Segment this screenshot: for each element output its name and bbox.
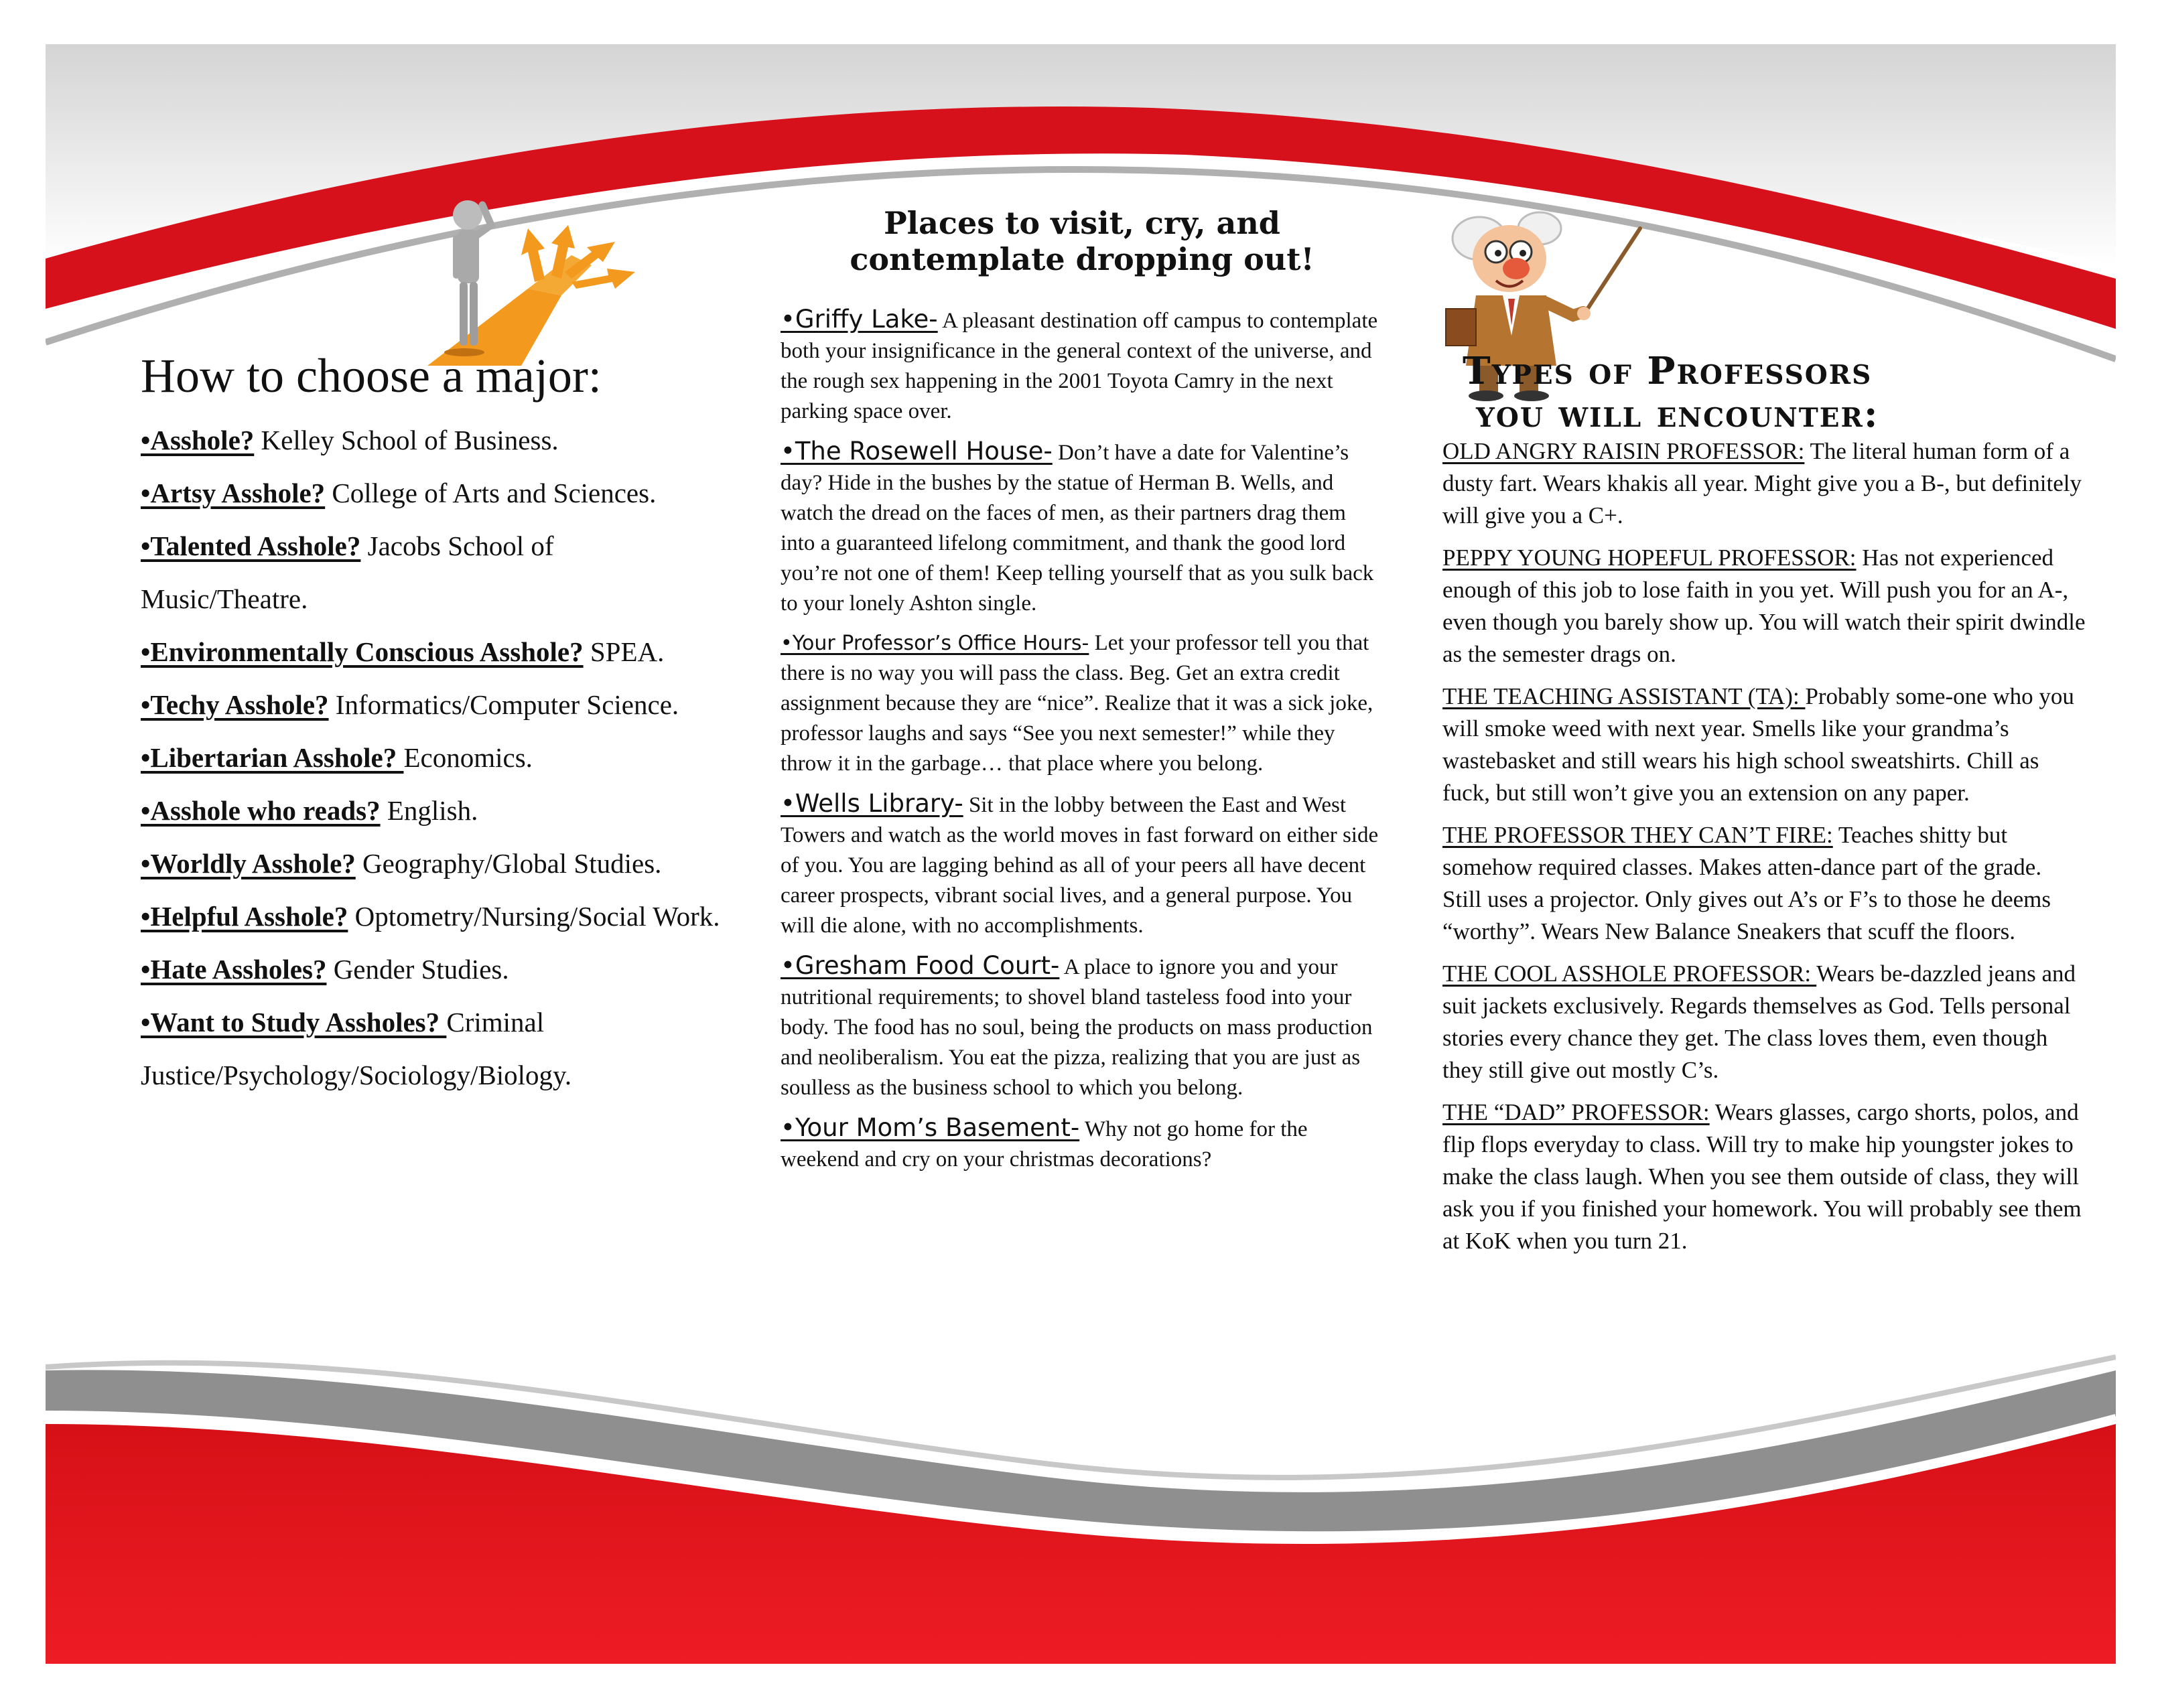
place-item-label: •Wells Library-: [781, 789, 963, 818]
professors-heading-line1: Types of Professors: [1463, 349, 1873, 393]
professor-item-label: PEPPY YOUNG HOPEFUL PROFESSOR:: [1442, 545, 1857, 571]
places-list: [781, 304, 1384, 1175]
major-item-text: English.: [380, 795, 478, 826]
professors-heading-line2: you will encounter:: [1476, 392, 1879, 436]
professor-item: [1442, 819, 2086, 948]
place-item-label: •Your Mom’s Basement-: [781, 1113, 1080, 1142]
majors-column: [141, 346, 724, 1102]
professor-item-text: Teaches shitty but somehow required classes. Makes atten-dance part of the grade. Still uses a projector. Only gives out A’s or F’s to those he deems “worthy”. Wears New Balance Sneakers that scuff the floors.: [1442, 822, 2051, 944]
major-item: [141, 626, 724, 679]
major-item: [141, 943, 724, 996]
places-column: [781, 205, 1384, 1184]
major-item-text: Optometry/Nursing/Social Work.: [348, 901, 720, 932]
majors-list: [141, 414, 724, 1102]
major-item: [141, 731, 724, 784]
place-item: [781, 304, 1384, 427]
places-heading-line2: contemplate dropping out!: [850, 241, 1314, 277]
professor-item: [1442, 1096, 2086, 1257]
major-item-text: Criminal Justice/Psychology/Sociology/Biology.: [141, 1007, 572, 1090]
place-item-text: Sit in the lobby between the East and West Towers and watch as the world moves in fast forward on either side of you. You are lagging behind as all of your peers all have decent career prospects, vibrant social lives, and a general purpose. You will die alone, with no accomplishments.: [781, 793, 1379, 938]
professor-item: [1442, 435, 2086, 532]
major-item-text: Economics.: [403, 742, 533, 773]
professor-item-label: THE COOL ASSHOLE PROFESSOR:: [1442, 960, 1817, 987]
professor-item-text: Wears be-dazzled jeans and suit jackets exclusively. Regards themselves as God. Tells personal stories every chance they get. The class loves them, even though they still give out mostly C’s.: [1442, 960, 2076, 1083]
major-item: [141, 414, 724, 467]
major-item-label: •Techy Asshole?: [141, 689, 329, 720]
major-item: [141, 467, 724, 520]
professor-item: [1442, 681, 2086, 809]
professors-heading: [1463, 350, 2086, 435]
major-item-text: Kelley School of Business.: [254, 425, 559, 455]
professor-item-text: The literal human form of a dusty fart. Wears khakis all year. Might give you a B-, but definitely will give you a C+.: [1442, 438, 2082, 528]
professor-item: [1442, 958, 2086, 1086]
place-item-text: A place to ignore you and your nutritional requirements; to shovel bland tasteless food into your body. The food has no soul, being the products on mass production and neoliberalism. You eat the pizza, realizing that you are just as soulless as the business school to which you belong.: [781, 955, 1373, 1100]
majors-heading: How to choose a major:: [141, 349, 602, 403]
place-item-text: Don’t have a date for Valentine’s day? Hide in the bushes by the statue of Herman B. Wells, and watch the dread on the faces of men, as their partners drag them into a guaranteed lifelong commitment, and thank the good lord you’re not one of them! Keep telling yourself that as you sulk back to your lonely Ashton single.: [781, 441, 1374, 616]
major-item-text: College of Arts and Sciences.: [325, 478, 657, 508]
professor-item-label: THE TEACHING ASSISTANT (TA):: [1442, 683, 1806, 709]
major-item-text: Informatics/Computer Science.: [328, 689, 679, 720]
major-item: [141, 996, 724, 1102]
professor-item-label: OLD ANGRY RAISIN PROFESSOR:: [1442, 438, 1805, 464]
place-item: [781, 1113, 1384, 1175]
places-heading-line1: Places to visit, cry, and: [884, 205, 1280, 241]
professor-item-text: Has not experienced enough of this job to lose faith in you yet. Will push you for an A-, even though you barely show up. You will watch their spirit dwindle as the semester drags on.: [1442, 545, 2086, 667]
place-item: [781, 788, 1384, 941]
major-item-label: •Environmentally Conscious Asshole?: [141, 636, 584, 667]
place-item-label: •Your Professor’s Office Hours-: [781, 632, 1089, 655]
major-item-label: •Hate Assholes?: [141, 954, 327, 985]
place-item: [781, 628, 1384, 779]
major-item-label: •Artsy Asshole?: [141, 478, 326, 508]
major-item-text: Geography/Global Studies.: [355, 848, 662, 879]
major-item: [141, 837, 724, 890]
brochure-page: [46, 44, 2116, 1664]
places-heading: [781, 205, 1384, 277]
major-item-label: •Helpful Asshole?: [141, 901, 348, 932]
professor-item: [1442, 542, 2086, 670]
professor-item-text: Wears glasses, cargo shorts, polos, and flip flops everyday to class. Will try to make hip youngster jokes to make the class laugh. When you see them outside of class, they will ask you if you finished your homework. You will probably see them at KoK when you turn 21.: [1442, 1099, 2082, 1254]
major-item-text: Jacobs School of Music/Theatre.: [141, 530, 554, 614]
professors-list: [1442, 435, 2086, 1257]
professor-item-label: THE PROFESSOR THEY CAN’T FIRE:: [1442, 822, 1833, 848]
professor-item-label: THE “DAD” PROFESSOR:: [1442, 1099, 1710, 1125]
crossroads-figure-icon: [427, 188, 642, 369]
major-item: [141, 890, 724, 943]
major-item: [141, 784, 724, 837]
major-item-text: SPEA.: [583, 636, 665, 667]
major-item-label: •Talented Asshole?: [141, 530, 361, 561]
major-item-label: •Asshole?: [141, 425, 255, 455]
major-item: [141, 679, 724, 731]
place-item-text: Why not go home for the weekend and cry on your christmas decorations?: [781, 1117, 1308, 1171]
major-item-label: •Libertarian Asshole?: [141, 742, 404, 773]
place-item-label: •Gresham Food Court-: [781, 951, 1060, 980]
major-item-text: Gender Studies.: [326, 954, 509, 985]
place-item: [781, 950, 1384, 1103]
major-item-label: •Asshole who reads?: [141, 795, 381, 826]
major-item: [141, 520, 724, 626]
place-item: [781, 436, 1384, 619]
place-item-label: •Griffy Lake-: [781, 305, 938, 334]
professors-column: [1442, 350, 2086, 1267]
place-item-text: Let your professor tell you that there is no way you will pass the class. Beg. Get an extra credit assignment because they are “nice”. Realize that it was a sick joke, professor laughs and says “See you next semester!” while they throw it in the garbage… that place where you belong.: [781, 631, 1373, 776]
professor-item-text: Probably some-one who you will smoke weed with next year. Smells like your grandma’s wastebasket and still wears his high school sweatshirts. Chill as fuck, but still won’t give you an extension on any paper.: [1442, 683, 2074, 806]
major-item-label: •Worldly Asshole?: [141, 848, 356, 879]
major-item-label: •Want to Study Assholes?: [141, 1007, 447, 1038]
place-item-text: A pleasant destination off campus to contemplate both your insignificance in the general context of the universe, and the rough sex happening in the 2001 Toyota Camry in the next parking space over.: [781, 309, 1378, 423]
place-item-label: •The Rosewell House-: [781, 437, 1053, 466]
